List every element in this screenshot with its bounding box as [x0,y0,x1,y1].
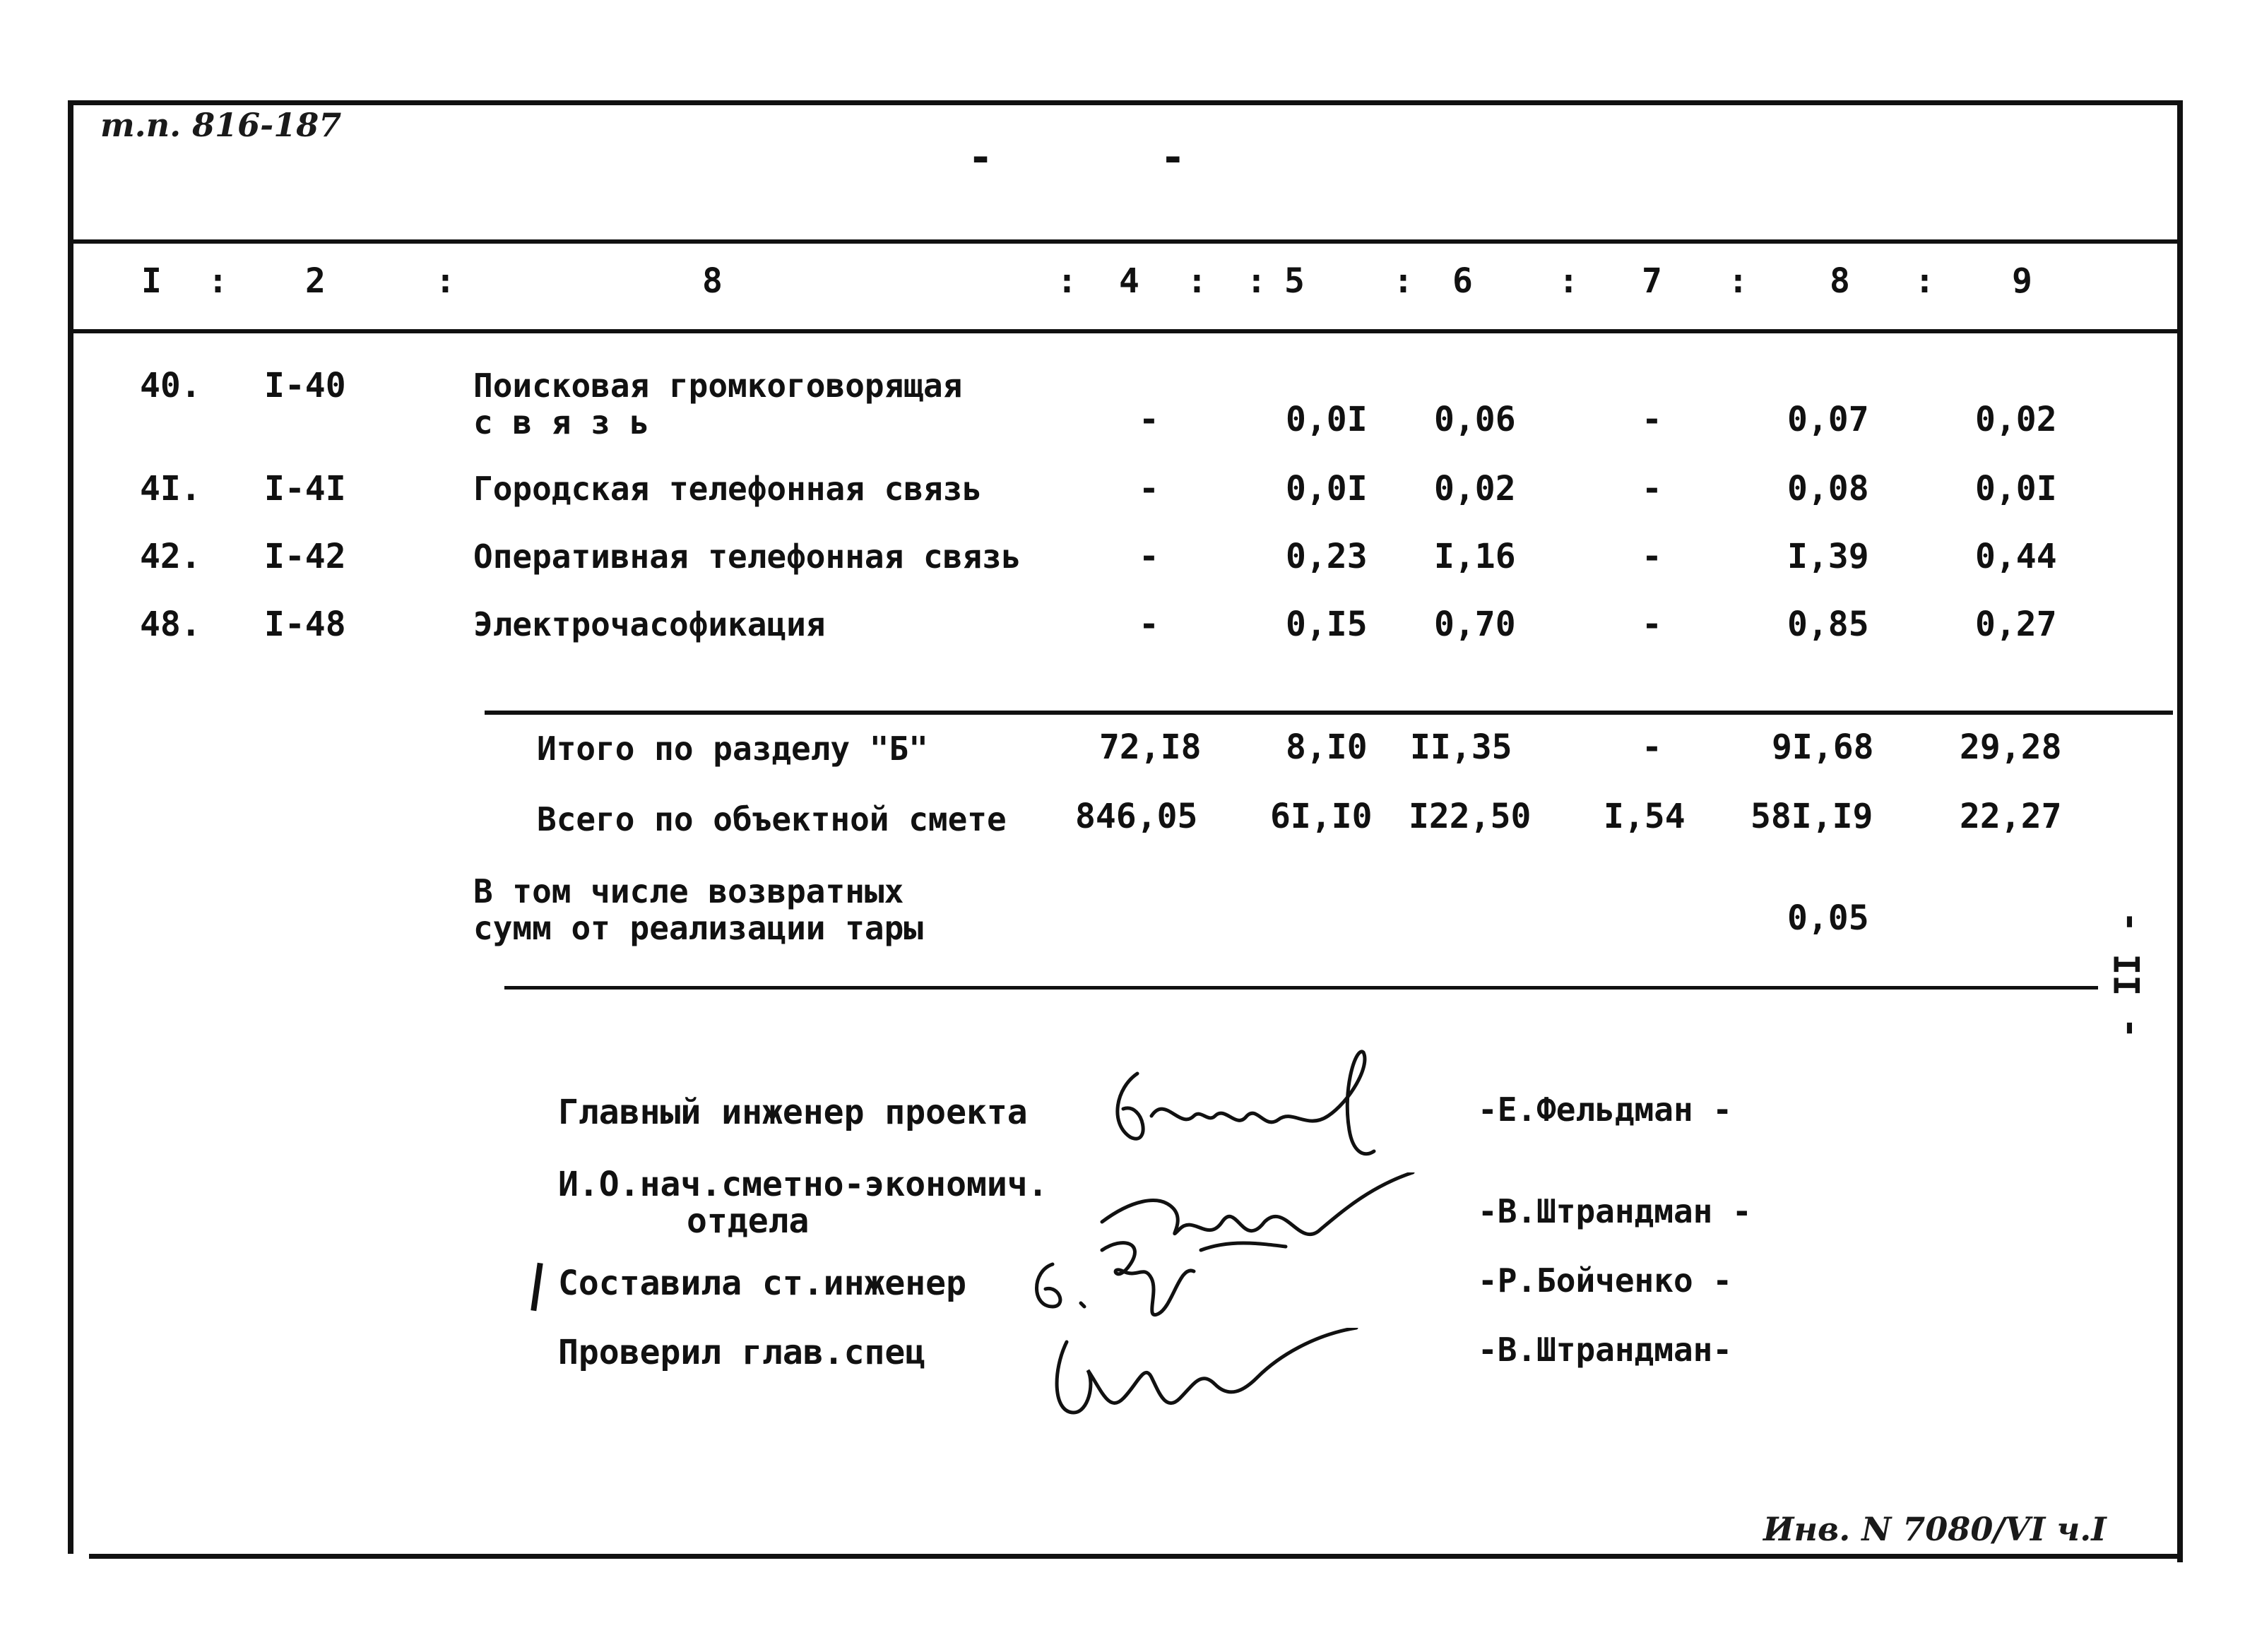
signature-title: Главный инженер проекта [558,1093,1028,1132]
col-separator: : [1057,261,1077,301]
signature-title-continued: отдела [687,1201,810,1241]
row-number: 42. [140,537,201,576]
grand-total-col5: 6I,I0 [1270,797,1373,836]
cell-col4: - [1139,605,1159,644]
cell-col9: 0,0I [1975,469,2057,509]
cell-col7: - [1642,605,1662,644]
total-col7: - [1642,727,1662,767]
col-header-3: 8 [702,261,723,301]
row-name: Городская телефонная связь [473,470,983,508]
row-code: I-4I [264,469,346,509]
row-code: I-40 [264,366,346,405]
cell-col5: 0,I5 [1286,605,1368,644]
grand-total-col7: I,54 [1604,797,1686,836]
col-header-6: 6 [1452,261,1473,301]
lower-rule [504,986,2098,990]
page-marker: - - [968,133,1257,182]
header-top-rule [73,239,2177,244]
drawing-number: т.п. 816-187 [100,106,342,144]
cell-col6: 0,02 [1434,469,1516,509]
col-header-7: 7 [1642,261,1662,301]
row-number: 40. [140,366,201,405]
col-separator: : [208,261,228,301]
cell-col6: 0,06 [1434,400,1516,439]
col-separator: : [1728,261,1748,301]
returnable-label: В том числе возвратных [473,872,904,910]
cell-col8: I,39 [1787,537,1869,576]
row-code: I-48 [264,605,346,644]
row-code: I-42 [264,537,346,576]
handwritten-signature [1046,1328,1370,1434]
returnable-label-continued: сумм от реализации тары [473,909,923,947]
total-col6: II,35 [1410,727,1512,767]
margin-mark [531,1263,543,1311]
frame-right-border [2177,100,2183,1562]
cell-col8: 0,07 [1787,400,1869,439]
grand-total-col4: 846,05 [1075,797,1198,836]
signatory-name: -Р.Бойченко - [1478,1261,1733,1300]
total-label: Итого по разделу "Б" [537,730,928,768]
col-header-2: 2 [305,261,326,301]
grand-total-col8: 58I,I9 [1751,797,1873,836]
col-separator: : [1187,261,1207,301]
cell-col7: - [1642,469,1662,509]
row-name: Поисковая громкоговорящая [473,367,963,405]
total-col4: 72,I8 [1099,727,1202,767]
row-number: 4I. [140,469,201,509]
col-header-8: 8 [1830,261,1850,301]
cell-col7: - [1642,400,1662,439]
col-header-5: 5 [1284,261,1305,301]
frame-bottom-border [89,1554,2183,1559]
cell-col5: 0,0I [1286,400,1368,439]
row-name-continued: с в я з ь [473,403,650,441]
cell-col4: - [1139,469,1159,509]
col-separator: : [1914,261,1935,301]
totals-rule [485,711,2173,715]
cell-col6: I,16 [1434,537,1516,576]
cell-col9: 0,27 [1975,605,2057,644]
col-header-9: 9 [2012,261,2032,301]
row-name: Оперативная телефонная связь [473,537,1021,576]
cell-col4: - [1139,400,1159,439]
cell-col4: - [1139,537,1159,576]
col-separator: : [1393,261,1414,301]
cell-col5: 0,23 [1286,537,1368,576]
sheet-number-marker [2107,911,2149,1045]
cell-col9: 0,02 [1975,400,2057,439]
inventory-number: Инв. N 7080/VI ч.I [1763,1510,2107,1548]
signatory-name: -Е.Фельдман - [1478,1091,1733,1129]
cell-col8: 0,85 [1787,605,1869,644]
col-header-1: I [141,261,162,301]
grand-total-col9: 22,27 [1960,797,2062,836]
frame-top-border [69,100,2181,105]
col-separator: : [1246,261,1267,301]
signatory-name: -В.Штрандман- [1478,1331,1733,1369]
sheet-marker-text: - II - [2107,911,2148,1039]
col-header-4: 4 [1119,261,1139,301]
returnable-col8: 0,05 [1787,898,1869,938]
grand-total-label: Всего по объектной смете [537,800,1007,838]
frame-left-border [68,100,73,1554]
signatory-name: -В.Штрандман - [1478,1192,1752,1230]
cell-col5: 0,0I [1286,469,1368,509]
signature-title: Проверил глав.спец [558,1333,926,1372]
signature-title: И.О.нач.сметно-экономич. [558,1165,1048,1204]
handwritten-signature [1095,1045,1406,1165]
cell-col7: - [1642,537,1662,576]
header-bottom-rule [73,329,2177,333]
cell-col6: 0,70 [1434,605,1516,644]
row-number: 48. [140,605,201,644]
cell-col9: 0,44 [1975,537,2057,576]
grand-total-col6: I22,50 [1409,797,1532,836]
col-separator: : [435,261,456,301]
row-name: Электрочасофикация [473,605,826,643]
cell-col8: 0,08 [1787,469,1869,509]
total-col9: 29,28 [1960,727,2062,767]
handwritten-signature [1024,1222,1229,1328]
signature-title: Составила ст.инженер [558,1264,966,1303]
total-col8: 9I,68 [1772,727,1874,767]
col-separator: : [1558,261,1579,301]
total-col5: 8,I0 [1286,727,1368,767]
